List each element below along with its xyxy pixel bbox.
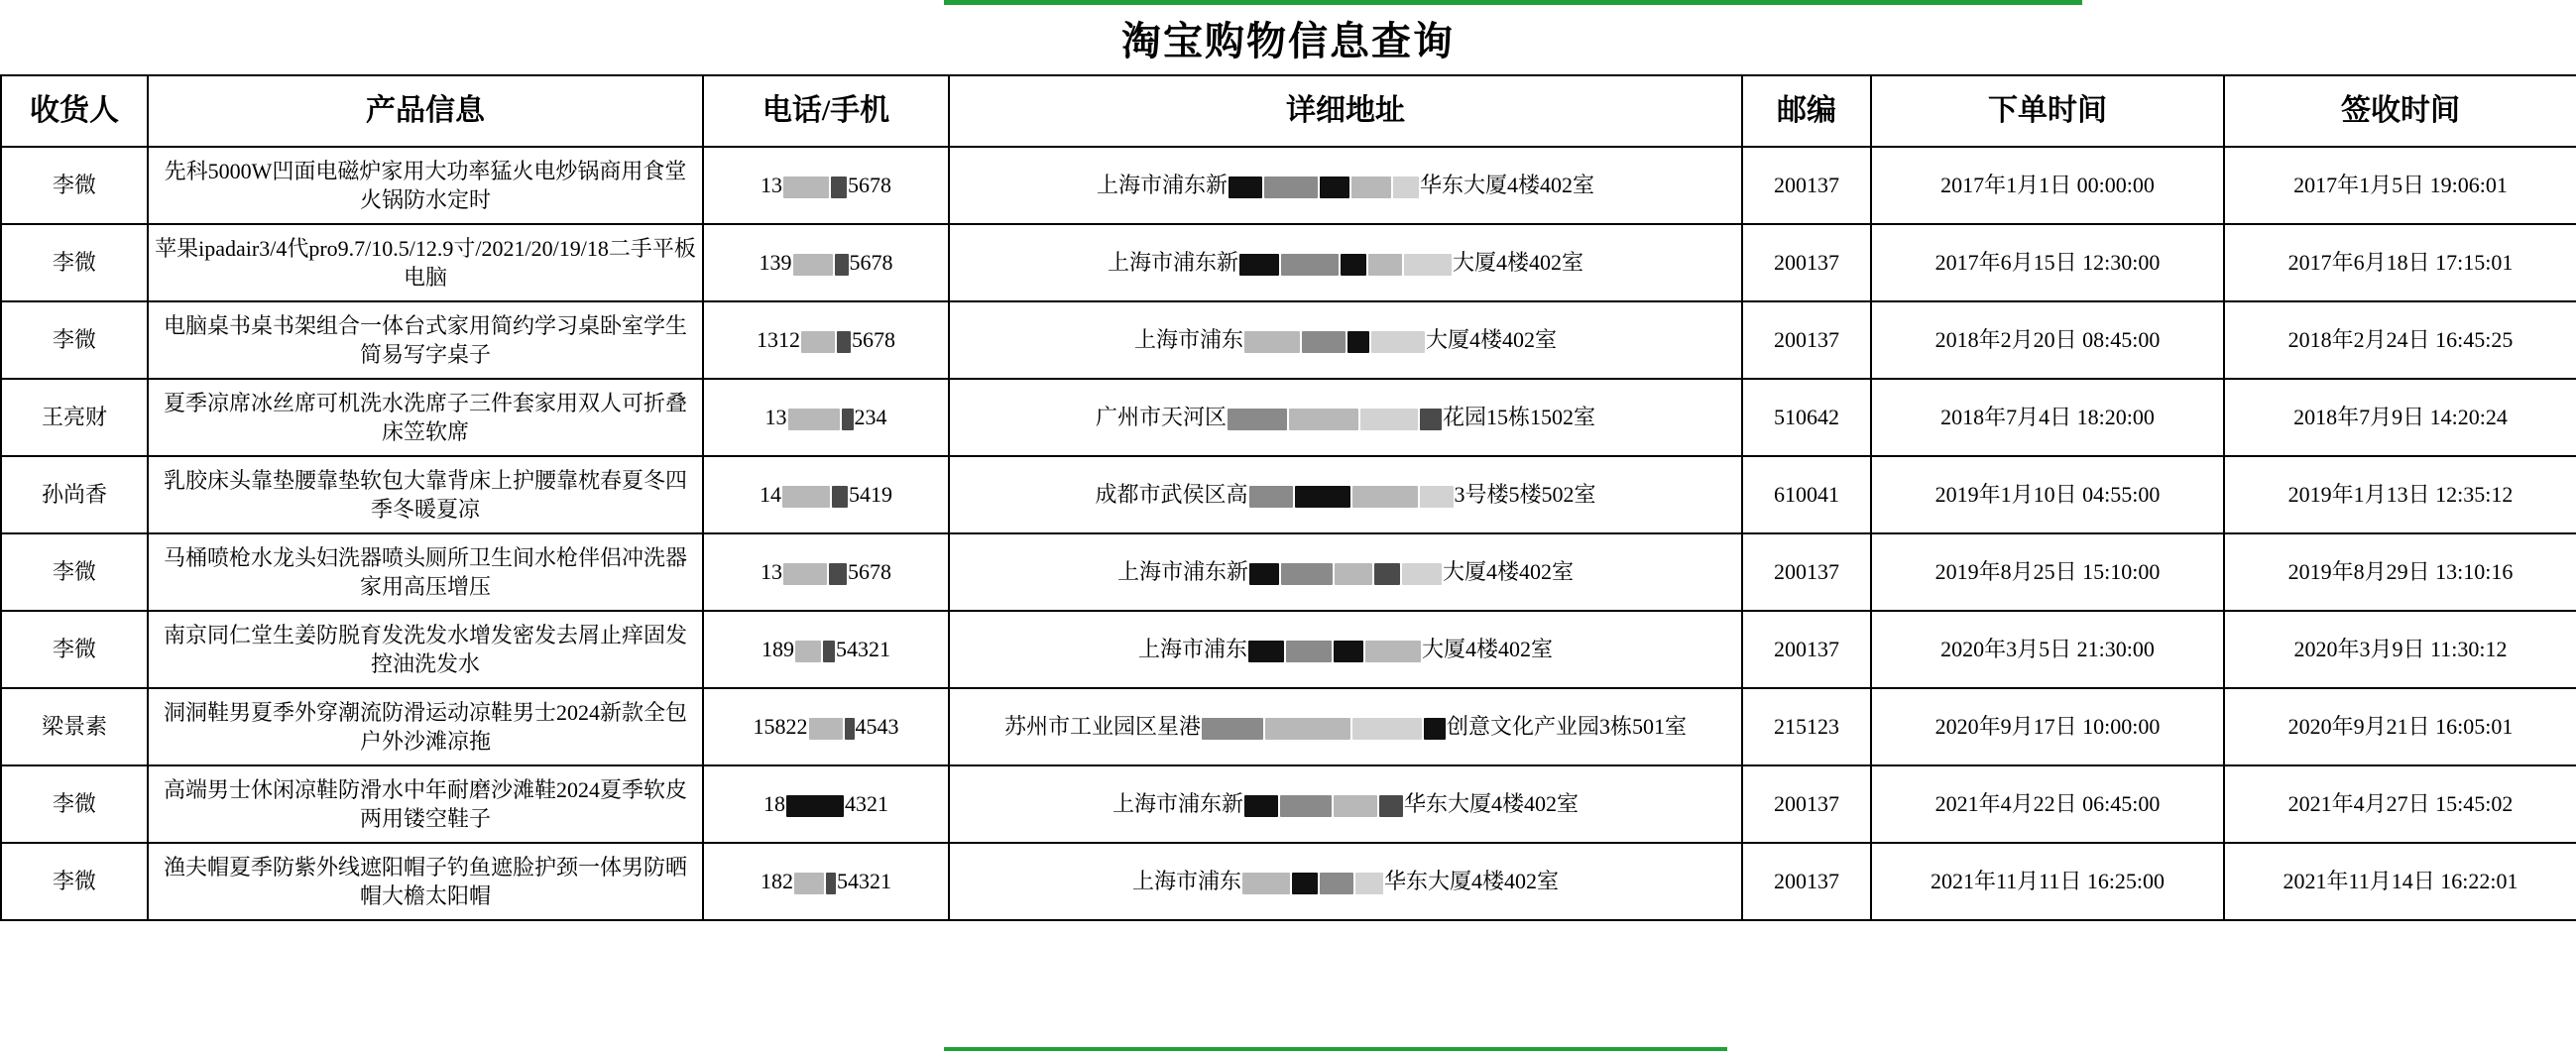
cell-address bbox=[949, 379, 1742, 456]
phone-suffix: 54321 bbox=[836, 637, 890, 662]
cell-sign-time: 2019年1月13日 12:35:12 bbox=[2224, 456, 2576, 533]
address-suffix: 大厦4楼402室 bbox=[1422, 637, 1554, 662]
phone-redacted bbox=[760, 248, 893, 277]
redaction-block bbox=[1365, 641, 1421, 662]
phone-suffix: 5678 bbox=[848, 173, 891, 198]
cell-address bbox=[949, 533, 1742, 611]
cell-phone bbox=[703, 301, 949, 379]
redaction-block bbox=[1249, 486, 1293, 508]
address-redacted bbox=[1096, 405, 1595, 430]
address-suffix: 大厦4楼402室 bbox=[1426, 327, 1558, 353]
phone-prefix: 13 bbox=[764, 405, 787, 430]
address-redacted bbox=[1097, 173, 1594, 198]
cell-address bbox=[949, 301, 1742, 379]
cell-sign-time: 2018年2月24日 16:45:25 bbox=[2224, 301, 2576, 379]
cell-recipient: 李微 bbox=[1, 224, 148, 301]
cell-zip: 200137 bbox=[1742, 765, 1871, 843]
redaction-block bbox=[1334, 641, 1363, 662]
redaction-block bbox=[1371, 331, 1425, 353]
cell-product: 高端男士休闲凉鞋防滑水中年耐磨沙滩鞋2024夏季软皮两用镂空鞋子 bbox=[148, 765, 703, 843]
cell-order-time: 2017年6月15日 12:30:00 bbox=[1871, 224, 2224, 301]
address-prefix: 成都市武侯区高 bbox=[1095, 482, 1248, 508]
redaction-block bbox=[1374, 563, 1400, 585]
cell-sign-time: 2021年4月27日 15:45:02 bbox=[2224, 765, 2576, 843]
cell-order-time: 2018年2月20日 08:45:00 bbox=[1871, 301, 2224, 379]
bottom-accent-bar bbox=[944, 1047, 1727, 1051]
cell-zip: 200137 bbox=[1742, 147, 1871, 224]
table-row bbox=[1, 379, 2576, 456]
redaction-block bbox=[1249, 563, 1279, 585]
redaction-block bbox=[801, 331, 835, 353]
table-row bbox=[1, 688, 2576, 765]
cell-phone bbox=[703, 147, 949, 224]
phone-prefix: 13 bbox=[761, 559, 782, 585]
address-prefix: 上海市浦东 bbox=[1131, 869, 1241, 894]
cell-recipient: 李微 bbox=[1, 765, 148, 843]
redaction-block bbox=[1302, 331, 1346, 353]
redaction-block bbox=[1368, 254, 1402, 276]
redaction-block bbox=[794, 873, 824, 894]
redaction-block bbox=[1352, 486, 1418, 508]
phone-suffix: 5419 bbox=[849, 482, 892, 508]
address-prefix: 上海市浦东新 bbox=[1096, 173, 1228, 198]
address-prefix: 上海市浦东新 bbox=[1116, 559, 1248, 585]
redaction-block bbox=[1244, 331, 1300, 353]
table-body bbox=[1, 147, 2576, 920]
cell-product: 苹果ipadair3/4代pro9.7/10.5/12.9寸/2021/20/19/18二手平板电脑 bbox=[148, 224, 703, 301]
phone-suffix: 54321 bbox=[837, 869, 891, 894]
redaction-block bbox=[1320, 873, 1353, 894]
page-title: 淘宝购物信息查询 bbox=[1121, 19, 1455, 63]
redaction-block bbox=[1228, 409, 1287, 430]
cell-product: 乳胶床头靠垫腰靠垫软包大靠背床上护腰靠枕春夏冬四季冬暖夏凉 bbox=[148, 456, 703, 533]
cell-product: 南京同仁堂生姜防脱育发洗发水增发密发去屑止痒固发控油洗发水 bbox=[148, 611, 703, 688]
redaction-block bbox=[782, 486, 830, 508]
phone-redacted bbox=[760, 480, 892, 509]
redaction-block bbox=[1360, 409, 1418, 430]
cell-zip: 215123 bbox=[1742, 688, 1871, 765]
redaction-block bbox=[1264, 176, 1318, 198]
cell-order-time: 2021年11月11日 16:25:00 bbox=[1871, 843, 2224, 920]
phone-suffix: 4543 bbox=[855, 714, 899, 740]
redaction-block bbox=[1244, 795, 1278, 817]
redaction-block bbox=[831, 176, 847, 198]
redaction-block bbox=[793, 254, 833, 276]
address-prefix: 上海市浦东新 bbox=[1107, 250, 1238, 276]
address-suffix: 大厦4楼402室 bbox=[1443, 559, 1575, 585]
cell-address bbox=[949, 765, 1742, 843]
table-row bbox=[1, 456, 2576, 533]
redaction-block bbox=[1420, 486, 1454, 508]
redaction-block bbox=[1352, 718, 1422, 740]
address-redacted bbox=[1004, 714, 1687, 740]
cell-address bbox=[949, 688, 1742, 765]
phone-redacted bbox=[761, 171, 891, 199]
cell-sign-time: 2020年9月21日 16:05:01 bbox=[2224, 688, 2576, 765]
cell-recipient: 孙尚香 bbox=[1, 456, 148, 533]
cell-sign-time: 2018年7月9日 14:20:24 bbox=[2224, 379, 2576, 456]
cell-recipient: 李微 bbox=[1, 843, 148, 920]
redaction-block bbox=[1295, 486, 1350, 508]
redaction-block bbox=[1355, 873, 1383, 894]
table-row bbox=[1, 843, 2576, 920]
address-suffix: 创意文化产业园3栋501室 bbox=[1447, 714, 1688, 740]
phone-prefix: 189 bbox=[761, 637, 794, 662]
phone-redacted bbox=[754, 712, 899, 741]
phone-redacted bbox=[763, 789, 888, 818]
redaction-block bbox=[842, 409, 854, 430]
cell-phone bbox=[703, 456, 949, 533]
cell-product: 渔夫帽夏季防紫外线遮阳帽子钓鱼遮脸护颈一体男防晒帽大檐太阳帽 bbox=[148, 843, 703, 920]
cell-product: 夏季凉席冰丝席可机洗水洗席子三件套家用双人可折叠床笠软席 bbox=[148, 379, 703, 456]
redaction-block bbox=[786, 795, 844, 817]
cell-address bbox=[949, 843, 1742, 920]
redaction-block bbox=[1292, 873, 1318, 894]
cell-zip: 200137 bbox=[1742, 301, 1871, 379]
redaction-block bbox=[1334, 795, 1377, 817]
phone-redacted bbox=[757, 325, 895, 354]
cell-zip: 200137 bbox=[1742, 224, 1871, 301]
address-redacted bbox=[1132, 869, 1559, 894]
redaction-block bbox=[1248, 641, 1284, 662]
column-header-phone: 电话/手机 bbox=[703, 75, 949, 147]
redaction-block bbox=[1239, 254, 1279, 276]
cell-sign-time: 2017年1月5日 19:06:01 bbox=[2224, 147, 2576, 224]
cell-order-time: 2018年7月4日 18:20:00 bbox=[1871, 379, 2224, 456]
column-header-product: 产品信息 bbox=[148, 75, 703, 147]
redaction-block bbox=[809, 718, 843, 740]
cell-phone bbox=[703, 765, 949, 843]
cell-product: 洞洞鞋男夏季外穿潮流防滑运动凉鞋男士2024新款全包户外沙滩凉拖 bbox=[148, 688, 703, 765]
redaction-block bbox=[832, 486, 848, 508]
cell-recipient: 李微 bbox=[1, 147, 148, 224]
phone-redacted bbox=[761, 557, 891, 586]
address-suffix: 3号楼5楼502室 bbox=[1454, 482, 1596, 508]
cell-order-time: 2020年9月17日 10:00:00 bbox=[1871, 688, 2224, 765]
redaction-block bbox=[1289, 409, 1358, 430]
cell-address bbox=[949, 224, 1742, 301]
phone-prefix: 182 bbox=[761, 869, 793, 894]
cell-sign-time: 2020年3月9日 11:30:12 bbox=[2224, 611, 2576, 688]
column-header-order-time: 下单时间 bbox=[1871, 75, 2224, 147]
cell-order-time: 2017年1月1日 00:00:00 bbox=[1871, 147, 2224, 224]
column-header-address: 详细地址 bbox=[949, 75, 1742, 147]
cell-order-time: 2021年4月22日 06:45:00 bbox=[1871, 765, 2224, 843]
phone-redacted bbox=[761, 867, 891, 895]
redaction-block bbox=[1202, 718, 1263, 740]
redaction-block bbox=[1335, 563, 1372, 585]
cell-zip: 200137 bbox=[1742, 533, 1871, 611]
cell-order-time: 2020年3月5日 21:30:00 bbox=[1871, 611, 2224, 688]
table-row bbox=[1, 533, 2576, 611]
cell-recipient: 梁景素 bbox=[1, 688, 148, 765]
redaction-block bbox=[1286, 641, 1332, 662]
cell-zip: 200137 bbox=[1742, 843, 1871, 920]
cell-phone bbox=[703, 843, 949, 920]
column-header-sign-time: 签收时间 bbox=[2224, 75, 2576, 147]
cell-recipient: 李微 bbox=[1, 611, 148, 688]
redaction-block bbox=[783, 176, 829, 198]
redaction-block bbox=[829, 563, 847, 585]
address-redacted bbox=[1134, 327, 1557, 353]
cell-recipient: 王亮财 bbox=[1, 379, 148, 456]
phone-redacted bbox=[765, 403, 887, 431]
address-redacted bbox=[1108, 250, 1583, 276]
redaction-block bbox=[837, 331, 851, 353]
redaction-block bbox=[1265, 718, 1350, 740]
redaction-block bbox=[1242, 873, 1290, 894]
cell-address bbox=[949, 611, 1742, 688]
address-redacted bbox=[1138, 637, 1553, 662]
redaction-block bbox=[1341, 254, 1366, 276]
address-suffix: 华东大厦4楼402室 bbox=[1420, 173, 1595, 198]
table-header-row bbox=[1, 75, 2576, 147]
phone-prefix: 1312 bbox=[757, 327, 800, 353]
phone-suffix: 4321 bbox=[845, 791, 888, 817]
phone-redacted bbox=[761, 635, 890, 663]
table-row bbox=[1, 224, 2576, 301]
redaction-block bbox=[1393, 176, 1419, 198]
redaction-block bbox=[1281, 254, 1339, 276]
redaction-block bbox=[1379, 795, 1403, 817]
redaction-block bbox=[1420, 409, 1442, 430]
phone-suffix: 234 bbox=[854, 405, 887, 430]
redaction-block bbox=[1281, 563, 1333, 585]
phone-prefix: 14 bbox=[760, 482, 781, 508]
cell-recipient: 李微 bbox=[1, 533, 148, 611]
cell-phone bbox=[703, 224, 949, 301]
phone-suffix: 5678 bbox=[852, 327, 895, 353]
cell-phone bbox=[703, 688, 949, 765]
address-prefix: 广州市天河区 bbox=[1095, 405, 1227, 430]
cell-phone bbox=[703, 379, 949, 456]
redaction-block bbox=[1351, 176, 1391, 198]
cell-address bbox=[949, 456, 1742, 533]
redaction-block bbox=[1347, 331, 1369, 353]
cell-order-time: 2019年1月10日 04:55:00 bbox=[1871, 456, 2224, 533]
address-prefix: 上海市浦东 bbox=[1137, 637, 1247, 662]
cell-recipient: 李微 bbox=[1, 301, 148, 379]
redaction-block bbox=[823, 641, 835, 662]
cell-product: 电脑桌书桌书架组合一体台式家用简约学习桌卧室学生简易写字桌子 bbox=[148, 301, 703, 379]
phone-prefix: 13 bbox=[761, 173, 782, 198]
phone-prefix: 18 bbox=[763, 791, 785, 817]
address-redacted bbox=[1117, 559, 1574, 585]
cell-product: 马桶喷枪水龙头妇洗器喷头厕所卫生间水枪伴侣冲洗器家用高压增压 bbox=[148, 533, 703, 611]
cell-phone bbox=[703, 611, 949, 688]
redaction-block bbox=[795, 641, 821, 662]
column-header-zip: 邮编 bbox=[1742, 75, 1871, 147]
address-suffix: 华东大厦4楼402室 bbox=[1404, 791, 1580, 817]
cell-sign-time: 2017年6月18日 17:15:01 bbox=[2224, 224, 2576, 301]
redaction-block bbox=[826, 873, 836, 894]
address-prefix: 上海市浦东新 bbox=[1112, 791, 1243, 817]
redaction-block bbox=[783, 563, 827, 585]
address-suffix: 大厦4楼402室 bbox=[1453, 250, 1584, 276]
table-row bbox=[1, 765, 2576, 843]
redaction-block bbox=[788, 409, 840, 430]
address-suffix: 华东大厦4楼402室 bbox=[1384, 869, 1560, 894]
address-redacted bbox=[1112, 791, 1579, 817]
cell-phone bbox=[703, 533, 949, 611]
address-suffix: 花园15栋1502室 bbox=[1443, 405, 1596, 430]
phone-prefix: 15822 bbox=[753, 714, 808, 740]
redaction-block bbox=[1229, 176, 1262, 198]
table-row bbox=[1, 147, 2576, 224]
cell-address bbox=[949, 147, 1742, 224]
phone-prefix: 139 bbox=[759, 250, 792, 276]
address-prefix: 苏州市工业园区星港 bbox=[1003, 714, 1201, 740]
address-prefix: 上海市浦东 bbox=[1133, 327, 1243, 353]
cell-zip: 510642 bbox=[1742, 379, 1871, 456]
redaction-block bbox=[845, 718, 855, 740]
cell-order-time: 2019年8月25日 15:10:00 bbox=[1871, 533, 2224, 611]
cell-sign-time: 2019年8月29日 13:10:16 bbox=[2224, 533, 2576, 611]
redaction-block bbox=[1404, 254, 1452, 276]
phone-suffix: 5678 bbox=[849, 250, 893, 276]
table-row bbox=[1, 301, 2576, 379]
top-accent-bar bbox=[944, 0, 2082, 5]
cell-product: 先科5000W凹面电磁炉家用大功率猛火电炒锅商用食堂火锅防水定时 bbox=[148, 147, 703, 224]
cell-zip: 200137 bbox=[1742, 611, 1871, 688]
redaction-block bbox=[1280, 795, 1332, 817]
redaction-block bbox=[835, 254, 849, 276]
table-row bbox=[1, 611, 2576, 688]
phone-suffix: 5678 bbox=[848, 559, 891, 585]
cell-zip: 610041 bbox=[1742, 456, 1871, 533]
purchase-info-table bbox=[0, 74, 2576, 921]
redaction-block bbox=[1320, 176, 1349, 198]
redaction-block bbox=[1424, 718, 1446, 740]
column-header-recipient: 收货人 bbox=[1, 75, 148, 147]
address-redacted bbox=[1095, 482, 1595, 508]
cell-sign-time: 2021年11月14日 16:22:01 bbox=[2224, 843, 2576, 920]
redaction-block bbox=[1402, 563, 1442, 585]
